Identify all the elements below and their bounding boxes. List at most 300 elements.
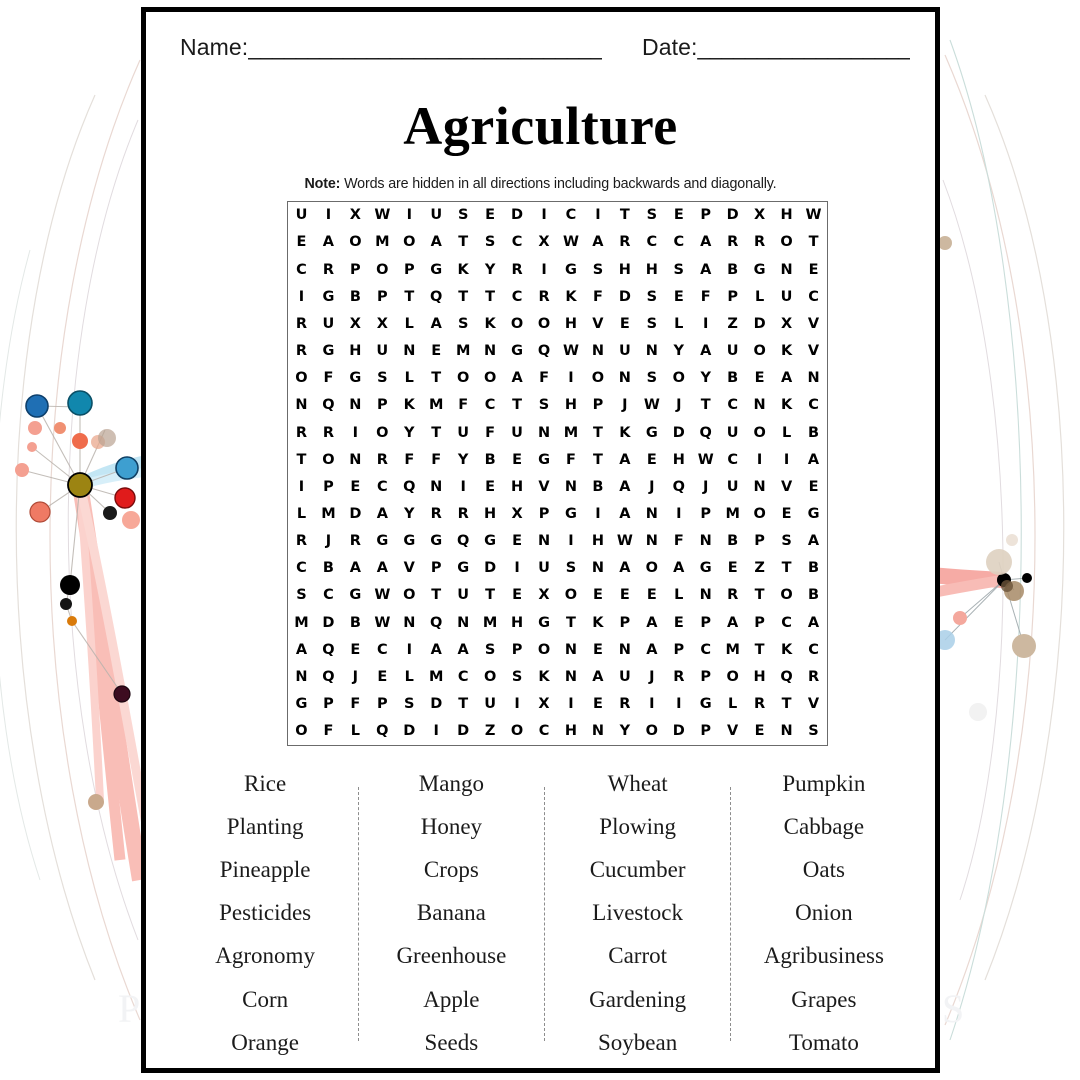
grid-cell-r1-c9[interactable]: D bbox=[511, 207, 524, 224]
grid-cell-r17-c7[interactable]: A bbox=[457, 641, 469, 658]
grid-cell-r1-c7[interactable]: S bbox=[457, 207, 469, 224]
grid-cell-r12-c8[interactable]: H bbox=[484, 505, 497, 522]
grid-cell-r7-c16[interactable]: Y bbox=[700, 370, 711, 387]
grid-cell-r5-c15[interactable]: L bbox=[674, 315, 684, 332]
word-item[interactable]: Soybean bbox=[598, 1029, 678, 1055]
grid-cell-r16-c3[interactable]: B bbox=[349, 614, 361, 631]
grid-cell-r17-c19[interactable]: K bbox=[780, 641, 793, 658]
word-item[interactable]: Banana bbox=[416, 900, 486, 926]
grid-cell-r10-c8[interactable]: B bbox=[484, 451, 496, 468]
grid-cell-r4-c14[interactable]: S bbox=[646, 288, 658, 305]
grid-cell-r7-c12[interactable]: O bbox=[591, 370, 605, 387]
grid-cell-r14-c16[interactable]: G bbox=[699, 560, 712, 577]
grid-cell-r3-c8[interactable]: Y bbox=[484, 261, 496, 278]
grid-cell-r6-c5[interactable]: N bbox=[403, 343, 416, 360]
word-item[interactable]: Apple bbox=[423, 986, 480, 1012]
grid-cell-r15-c14[interactable]: E bbox=[646, 587, 657, 604]
grid-cell-r14-c2[interactable]: B bbox=[322, 560, 334, 577]
grid-cell-r13-c3[interactable]: R bbox=[349, 533, 361, 550]
grid-cell-r3-c7[interactable]: K bbox=[457, 261, 469, 278]
grid-cell-r8-c13[interactable]: J bbox=[622, 397, 628, 414]
grid-cell-r7-c19[interactable]: A bbox=[780, 370, 793, 387]
grid-cell-r18-c18[interactable]: H bbox=[753, 668, 766, 685]
grid-cell-r14-c17[interactable]: E bbox=[727, 560, 738, 577]
grid-cell-r11-c8[interactable]: E bbox=[485, 478, 496, 495]
grid-cell-r9-c7[interactable]: U bbox=[457, 424, 470, 441]
grid-cell-r18-c19[interactable]: Q bbox=[780, 668, 793, 685]
grid-cell-r12-c5[interactable]: Y bbox=[404, 505, 415, 522]
grid-cell-r18-c14[interactable]: J bbox=[649, 668, 655, 685]
grid-cell-r1-c12[interactable]: I bbox=[595, 207, 601, 224]
grid-cell-r3-c15[interactable]: S bbox=[673, 261, 684, 278]
grid-cell-r17-c16[interactable]: C bbox=[700, 641, 712, 658]
word-item[interactable]: Orange bbox=[231, 1029, 299, 1055]
grid-cell-r1-c17[interactable]: D bbox=[726, 207, 739, 224]
word-item[interactable]: Pineapple bbox=[219, 857, 311, 883]
grid-cell-r3-c14[interactable]: H bbox=[645, 261, 658, 278]
grid-cell-r19-c11[interactable]: I bbox=[568, 696, 574, 713]
grid-cell-r19-c3[interactable]: F bbox=[350, 696, 361, 713]
grid-cell-r7-c3[interactable]: G bbox=[349, 370, 362, 387]
grid-cell-r20-c4[interactable]: Q bbox=[376, 723, 389, 740]
grid-cell-r17-c10[interactable]: O bbox=[537, 641, 551, 658]
grid-cell-r5-c8[interactable]: K bbox=[484, 315, 496, 332]
grid-cell-r10-c17[interactable]: C bbox=[727, 451, 738, 468]
grid-cell-r20-c3[interactable]: L bbox=[350, 723, 360, 740]
grid-cell-r14-c19[interactable]: T bbox=[781, 560, 792, 577]
grid-cell-r11-c12[interactable]: B bbox=[592, 478, 604, 495]
grid-cell-r17-c2[interactable]: Q bbox=[322, 641, 335, 658]
grid-cell-r6-c2[interactable]: G bbox=[322, 343, 335, 360]
grid-cell-r10-c11[interactable]: F bbox=[566, 451, 576, 468]
grid-cell-r6-c16[interactable]: A bbox=[700, 343, 712, 360]
grid-cell-r18-c15[interactable]: R bbox=[673, 668, 685, 685]
grid-cell-r8-c7[interactable]: F bbox=[458, 397, 469, 414]
grid-cell-r19-c10[interactable]: X bbox=[538, 696, 550, 713]
grid-cell-r18-c10[interactable]: K bbox=[538, 668, 550, 685]
grid-cell-r13-c1[interactable]: R bbox=[295, 533, 308, 550]
grid-cell-r9-c1[interactable]: R bbox=[295, 424, 308, 441]
word-item[interactable]: Agronomy bbox=[215, 943, 315, 969]
grid-cell-r7-c20[interactable]: N bbox=[807, 370, 820, 387]
grid-cell-r2-c15[interactable]: C bbox=[673, 234, 685, 251]
grid-cell-r10-c14[interactable]: E bbox=[646, 451, 657, 468]
grid-cell-r8-c9[interactable]: T bbox=[512, 397, 523, 414]
word-item[interactable]: Agribusiness bbox=[763, 943, 884, 969]
grid-cell-r7-c13[interactable]: N bbox=[618, 370, 631, 387]
grid-cell-r16-c6[interactable]: Q bbox=[430, 614, 443, 631]
grid-cell-r13-c7[interactable]: Q bbox=[457, 533, 470, 550]
grid-cell-r7-c11[interactable]: I bbox=[568, 370, 574, 387]
grid-cell-r20-c6[interactable]: I bbox=[433, 723, 439, 740]
grid-cell-r7-c15[interactable]: O bbox=[672, 370, 685, 387]
grid-cell-r18-c5[interactable]: L bbox=[404, 668, 414, 685]
grid-cell-r19-c13[interactable]: R bbox=[619, 696, 631, 713]
grid-cell-r19-c14[interactable]: I bbox=[649, 696, 655, 713]
grid-cell-r13-c19[interactable]: S bbox=[781, 533, 792, 550]
grid-cell-r12-c6[interactable]: R bbox=[430, 505, 442, 522]
grid-cell-r15-c17[interactable]: R bbox=[727, 587, 739, 604]
grid-cell-r18-c4[interactable]: E bbox=[377, 668, 388, 685]
grid-cell-r12-c10[interactable]: P bbox=[538, 505, 550, 522]
grid-cell-r2-c11[interactable]: W bbox=[562, 234, 579, 251]
grid-cell-r12-c20[interactable]: G bbox=[807, 505, 820, 522]
grid-cell-r15-c3[interactable]: G bbox=[349, 587, 362, 604]
grid-cell-r5-c13[interactable]: E bbox=[619, 315, 630, 332]
grid-cell-r19-c6[interactable]: D bbox=[430, 696, 443, 713]
grid-cell-r18-c6[interactable]: M bbox=[429, 668, 444, 685]
grid-cell-r10-c5[interactable]: F bbox=[404, 451, 415, 468]
grid-cell-r4-c11[interactable]: K bbox=[565, 288, 577, 305]
grid-cell-r19-c4[interactable]: P bbox=[377, 696, 388, 713]
grid-cell-r4-c7[interactable]: T bbox=[458, 288, 469, 305]
grid-cell-r1-c3[interactable]: X bbox=[349, 207, 361, 224]
grid-cell-r17-c18[interactable]: T bbox=[754, 641, 765, 658]
grid-cell-r15-c15[interactable]: L bbox=[674, 587, 684, 604]
grid-cell-r4-c9[interactable]: C bbox=[511, 288, 523, 305]
grid-cell-r17-c4[interactable]: C bbox=[376, 641, 388, 658]
grid-cell-r4-c5[interactable]: T bbox=[404, 288, 415, 305]
grid-cell-r6-c14[interactable]: N bbox=[645, 343, 658, 360]
grid-cell-r12-c13[interactable]: A bbox=[619, 505, 631, 522]
grid-cell-r3-c4[interactable]: O bbox=[376, 261, 389, 278]
grid-cell-r11-c18[interactable]: N bbox=[753, 478, 766, 495]
grid-cell-r18-c16[interactable]: P bbox=[700, 668, 712, 685]
grid-cell-r9-c19[interactable]: L bbox=[781, 424, 792, 441]
grid-cell-r13-c2[interactable]: J bbox=[325, 533, 332, 550]
grid-cell-r15-c2[interactable]: C bbox=[323, 587, 334, 604]
grid-cell-r8-c1[interactable]: N bbox=[295, 397, 308, 414]
grid-cell-r8-c18[interactable]: N bbox=[753, 397, 766, 414]
grid-cell-r1-c11[interactable]: C bbox=[565, 207, 577, 224]
grid-cell-r5-c1[interactable]: R bbox=[295, 315, 308, 332]
grid-cell-r12-c12[interactable]: I bbox=[595, 505, 601, 522]
grid-cell-r1-c13[interactable]: T bbox=[619, 207, 630, 224]
word-item[interactable]: Pumpkin bbox=[782, 771, 866, 796]
word-item[interactable]: Mango bbox=[418, 771, 484, 796]
grid-cell-r15-c10[interactable]: X bbox=[538, 587, 550, 604]
grid-cell-r19-c18[interactable]: R bbox=[754, 696, 766, 713]
date-field-group[interactable] bbox=[642, 34, 910, 61]
grid-cell-r16-c4[interactable]: W bbox=[374, 614, 391, 631]
grid-cell-r7-c4[interactable]: S bbox=[377, 370, 388, 387]
grid-cell-r8-c6[interactable]: M bbox=[429, 397, 444, 414]
grid-cell-r16-c20[interactable]: A bbox=[807, 614, 820, 631]
grid-cell-r9-c6[interactable]: T bbox=[431, 424, 442, 441]
grid-cell-r8-c19[interactable]: K bbox=[780, 397, 793, 414]
grid-cell-r8-c2[interactable]: Q bbox=[322, 397, 335, 414]
grid-cell-r18-c17[interactable]: O bbox=[726, 668, 739, 685]
grid-cell-r10-c4[interactable]: R bbox=[376, 451, 388, 468]
grid-cell-r17-c20[interactable]: C bbox=[808, 641, 819, 658]
grid-cell-r7-c6[interactable]: T bbox=[431, 370, 442, 387]
grid-cell-r13-c14[interactable]: N bbox=[645, 533, 658, 550]
grid-cell-r3-c10[interactable]: I bbox=[541, 261, 547, 278]
grid-cell-r15-c8[interactable]: T bbox=[485, 587, 496, 604]
grid-cell-r1-c19[interactable]: H bbox=[780, 207, 793, 224]
grid-cell-r20-c11[interactable]: H bbox=[564, 723, 578, 740]
grid-cell-r20-c12[interactable]: N bbox=[591, 723, 604, 740]
grid-cell-r11-c6[interactable]: N bbox=[430, 478, 443, 495]
grid-cell-r14-c10[interactable]: U bbox=[538, 560, 550, 577]
grid-cell-r11-c7[interactable]: I bbox=[460, 478, 466, 495]
grid-cell-r3-c13[interactable]: H bbox=[618, 261, 631, 278]
grid-cell-r8-c3[interactable]: N bbox=[349, 397, 362, 414]
grid-cell-r2-c3[interactable]: O bbox=[349, 234, 362, 251]
word-item[interactable]: Seeds bbox=[424, 1029, 479, 1055]
grid-cell-r19-c8[interactable]: U bbox=[484, 696, 496, 713]
grid-cell-r18-c12[interactable]: A bbox=[592, 668, 604, 685]
grid-cell-r9-c15[interactable]: D bbox=[672, 424, 685, 441]
grid-cell-r6-c4[interactable]: U bbox=[376, 343, 389, 360]
grid-cell-r8-c12[interactable]: P bbox=[592, 397, 604, 414]
grid-cell-r11-c10[interactable]: V bbox=[538, 478, 550, 495]
grid-cell-r8-c17[interactable]: C bbox=[727, 397, 738, 414]
grid-cell-r20-c1[interactable]: O bbox=[295, 723, 308, 740]
grid-cell-r16-c2[interactable]: D bbox=[322, 614, 335, 631]
grid-cell-r14-c12[interactable]: N bbox=[591, 560, 604, 577]
grid-cell-r4-c2[interactable]: G bbox=[322, 288, 335, 305]
grid-cell-r16-c10[interactable]: G bbox=[538, 614, 550, 631]
word-item[interactable]: Cabbage bbox=[783, 814, 865, 840]
grid-cell-r17-c12[interactable]: E bbox=[592, 641, 603, 658]
grid-cell-r7-c10[interactable]: F bbox=[539, 370, 549, 387]
grid-cell-r11-c2[interactable]: P bbox=[323, 478, 334, 495]
grid-cell-r6-c8[interactable]: N bbox=[484, 343, 497, 360]
grid-cell-r2-c9[interactable]: C bbox=[511, 234, 523, 251]
grid-cell-r19-c7[interactable]: T bbox=[458, 696, 469, 713]
grid-cell-r6-c12[interactable]: N bbox=[591, 343, 604, 360]
grid-cell-r5-c10[interactable]: O bbox=[537, 315, 551, 332]
grid-cell-r2-c17[interactable]: R bbox=[727, 234, 739, 251]
grid-cell-r5-c5[interactable]: L bbox=[404, 315, 414, 332]
grid-cell-r2-c13[interactable]: R bbox=[619, 234, 631, 251]
grid-cell-r8-c14[interactable]: W bbox=[643, 397, 660, 414]
grid-cell-r3-c16[interactable]: A bbox=[700, 261, 712, 278]
grid-cell-r9-c13[interactable]: K bbox=[619, 424, 631, 441]
grid-cell-r10-c20[interactable]: A bbox=[807, 451, 820, 468]
grid-cell-r20-c20[interactable]: S bbox=[808, 723, 819, 740]
grid-cell-r15-c1[interactable]: S bbox=[296, 587, 307, 604]
grid-cell-r8-c4[interactable]: P bbox=[377, 397, 388, 414]
grid-cell-r6-c15[interactable]: Y bbox=[673, 343, 685, 360]
grid-cell-r15-c4[interactable]: W bbox=[374, 587, 391, 604]
grid-cell-r13-c4[interactable]: G bbox=[376, 533, 389, 550]
grid-cell-r4-c3[interactable]: B bbox=[349, 288, 361, 305]
grid-cell-r8-c5[interactable]: K bbox=[403, 397, 415, 414]
grid-cell-r2-c1[interactable]: E bbox=[296, 234, 307, 251]
grid-cell-r7-c2[interactable]: F bbox=[323, 370, 334, 387]
grid-cell-r14-c11[interactable]: S bbox=[565, 560, 577, 577]
grid-cell-r17-c14[interactable]: A bbox=[646, 641, 658, 658]
grid-cell-r16-c9[interactable]: H bbox=[511, 614, 524, 631]
grid-cell-r3-c18[interactable]: G bbox=[753, 261, 766, 278]
grid-cell-r4-c13[interactable]: D bbox=[618, 288, 631, 305]
grid-cell-r10-c12[interactable]: T bbox=[592, 451, 603, 468]
grid-cell-r15-c9[interactable]: E bbox=[512, 587, 523, 604]
grid-cell-r17-c6[interactable]: A bbox=[430, 641, 442, 658]
grid-cell-r5-c14[interactable]: S bbox=[646, 315, 658, 332]
grid-cell-r9-c17[interactable]: U bbox=[726, 424, 739, 441]
grid-cell-r12-c4[interactable]: A bbox=[376, 505, 388, 522]
grid-cell-r2-c7[interactable]: T bbox=[458, 234, 469, 251]
grid-cell-r15-c16[interactable]: N bbox=[699, 587, 712, 604]
grid-cell-r2-c20[interactable]: T bbox=[808, 234, 819, 251]
grid-cell-r11-c3[interactable]: E bbox=[350, 478, 361, 495]
grid-cell-r12-c17[interactable]: M bbox=[725, 505, 740, 522]
grid-cell-r18-c2[interactable]: Q bbox=[322, 668, 335, 685]
grid-cell-r5-c3[interactable]: X bbox=[349, 315, 361, 332]
grid-cell-r20-c7[interactable]: D bbox=[457, 723, 470, 740]
grid-cell-r19-c1[interactable]: G bbox=[295, 696, 308, 713]
grid-cell-r20-c14[interactable]: O bbox=[645, 723, 658, 740]
word-item[interactable]: Greenhouse bbox=[396, 943, 507, 969]
grid-cell-r17-c17[interactable]: M bbox=[725, 641, 740, 658]
grid-cell-r13-c9[interactable]: E bbox=[512, 533, 523, 550]
grid-cell-r20-c15[interactable]: D bbox=[672, 723, 685, 740]
grid-cell-r2-c18[interactable]: R bbox=[754, 234, 766, 251]
grid-cell-r12-c2[interactable]: M bbox=[321, 505, 336, 522]
grid-cell-r6-c13[interactable]: U bbox=[618, 343, 631, 360]
grid-cell-r17-c5[interactable]: I bbox=[406, 641, 412, 658]
word-item[interactable]: Oats bbox=[802, 857, 845, 883]
grid-cell-r11-c17[interactable]: U bbox=[726, 478, 739, 495]
grid-cell-r9-c20[interactable]: B bbox=[807, 424, 820, 441]
grid-cell-r1-c14[interactable]: S bbox=[646, 207, 658, 224]
word-item[interactable]: Rice bbox=[244, 771, 287, 796]
grid-cell-r2-c8[interactable]: S bbox=[484, 234, 496, 251]
grid-cell-r9-c12[interactable]: T bbox=[592, 424, 603, 441]
grid-cell-r16-c7[interactable]: N bbox=[457, 614, 470, 631]
grid-cell-r3-c11[interactable]: G bbox=[565, 261, 577, 278]
grid-cell-r5-c11[interactable]: H bbox=[564, 315, 578, 332]
grid-cell-r6-c3[interactable]: H bbox=[349, 343, 362, 360]
grid-cell-r7-c17[interactable]: B bbox=[727, 370, 739, 387]
word-item[interactable]: Tomato bbox=[788, 1029, 859, 1055]
grid-cell-r11-c11[interactable]: N bbox=[564, 478, 578, 495]
grid-cell-r14-c7[interactable]: G bbox=[457, 560, 470, 577]
grid-cell-r2-c6[interactable]: A bbox=[430, 234, 442, 251]
word-item[interactable]: Wheat bbox=[607, 771, 668, 796]
grid-cell-r1-c5[interactable]: I bbox=[406, 207, 412, 224]
grid-cell-r18-c3[interactable]: J bbox=[352, 668, 359, 685]
grid-cell-r13-c11[interactable]: I bbox=[568, 533, 574, 550]
grid-cell-r9-c5[interactable]: Y bbox=[404, 424, 415, 441]
grid-cell-r11-c5[interactable]: Q bbox=[403, 478, 416, 495]
grid-cell-r18-c8[interactable]: O bbox=[483, 668, 497, 685]
grid-cell-r4-c1[interactable]: I bbox=[298, 288, 305, 305]
grid-cell-r15-c6[interactable]: T bbox=[431, 587, 442, 604]
word-item[interactable]: Honey bbox=[420, 814, 483, 840]
grid-cell-r14-c18[interactable]: Z bbox=[754, 560, 765, 577]
name-field-group[interactable] bbox=[180, 34, 602, 61]
grid-cell-r18-c13[interactable]: U bbox=[618, 668, 631, 685]
grid-cell-r3-c9[interactable]: R bbox=[511, 261, 523, 278]
grid-cell-r19-c15[interactable]: I bbox=[676, 696, 682, 713]
grid-cell-r10-c9[interactable]: E bbox=[512, 451, 523, 468]
grid-cell-r19-c17[interactable]: L bbox=[728, 696, 738, 713]
grid-cell-r5-c19[interactable]: X bbox=[780, 315, 793, 332]
grid-cell-r1-c1[interactable]: U bbox=[295, 207, 308, 224]
grid-cell-r4-c17[interactable]: P bbox=[727, 288, 738, 305]
grid-cell-r5-c9[interactable]: O bbox=[510, 315, 524, 332]
grid-cell-r5-c2[interactable]: U bbox=[322, 315, 335, 332]
grid-cell-r14-c13[interactable]: A bbox=[619, 560, 631, 577]
grid-cell-r11-c1[interactable]: I bbox=[298, 478, 305, 495]
grid-cell-r20-c8[interactable]: Z bbox=[484, 723, 496, 740]
grid-cell-r17-c1[interactable]: A bbox=[295, 641, 308, 658]
grid-cell-r10-c15[interactable]: H bbox=[672, 451, 685, 468]
grid-cell-r3-c6[interactable]: G bbox=[430, 261, 443, 278]
grid-cell-r2-c16[interactable]: A bbox=[700, 234, 712, 251]
grid-cell-r17-c3[interactable]: E bbox=[350, 641, 361, 658]
grid-cell-r20-c5[interactable]: D bbox=[403, 723, 416, 740]
grid-cell-r13-c20[interactable]: A bbox=[807, 533, 820, 550]
grid-cell-r11-c14[interactable]: J bbox=[649, 478, 655, 495]
word-item[interactable]: Crops bbox=[423, 857, 479, 883]
grid-cell-r8-c11[interactable]: H bbox=[564, 397, 578, 414]
grid-cell-r3-c20[interactable]: E bbox=[808, 261, 819, 278]
grid-cell-r7-c9[interactable]: A bbox=[511, 370, 523, 387]
grid-cell-r13-c6[interactable]: G bbox=[430, 533, 443, 550]
grid-cell-r3-c17[interactable]: B bbox=[727, 261, 739, 278]
grid-cell-r16-c12[interactable]: K bbox=[592, 614, 604, 631]
grid-cell-r14-c20[interactable]: B bbox=[807, 560, 820, 577]
grid-cell-r2-c14[interactable]: C bbox=[646, 234, 658, 251]
grid-cell-r1-c10[interactable]: I bbox=[541, 207, 547, 224]
grid-cell-r6-c6[interactable]: E bbox=[431, 343, 442, 360]
grid-cell-r15-c20[interactable]: B bbox=[807, 587, 820, 604]
grid-cell-r4-c16[interactable]: F bbox=[700, 288, 711, 305]
grid-cell-r19-c2[interactable]: P bbox=[323, 696, 334, 713]
grid-cell-r17-c13[interactable]: N bbox=[618, 641, 631, 658]
grid-cell-r15-c11[interactable]: O bbox=[564, 587, 578, 604]
grid-cell-r12-c19[interactable]: E bbox=[781, 505, 792, 522]
grid-cell-r13-c5[interactable]: G bbox=[403, 533, 416, 550]
grid-cell-r16-c1[interactable]: M bbox=[294, 614, 309, 631]
grid-cell-r9-c2[interactable]: R bbox=[322, 424, 334, 441]
name-write-line[interactable]: ______________________________ bbox=[248, 34, 602, 60]
grid-cell-r2-c2[interactable]: A bbox=[322, 234, 335, 251]
grid-cell-r12-c18[interactable]: O bbox=[753, 505, 766, 522]
grid-cell-r12-c7[interactable]: R bbox=[457, 505, 469, 522]
grid-cell-r1-c15[interactable]: E bbox=[673, 207, 684, 224]
grid-cell-r13-c17[interactable]: B bbox=[727, 533, 739, 550]
grid-cell-r14-c9[interactable]: I bbox=[514, 560, 520, 577]
grid-cell-r9-c9[interactable]: U bbox=[511, 424, 523, 441]
grid-cell-r19-c5[interactable]: S bbox=[404, 696, 415, 713]
grid-cell-r10-c19[interactable]: I bbox=[783, 451, 790, 468]
word-item[interactable]: Livestock bbox=[592, 900, 683, 926]
grid-cell-r3-c19[interactable]: N bbox=[780, 261, 793, 278]
grid-cell-r18-c11[interactable]: N bbox=[564, 668, 578, 685]
grid-cell-r8-c20[interactable]: C bbox=[808, 397, 819, 414]
grid-cell-r7-c1[interactable]: O bbox=[295, 370, 308, 387]
grid-cell-r13-c15[interactable]: F bbox=[673, 533, 684, 550]
grid-cell-r18-c7[interactable]: C bbox=[457, 668, 469, 685]
grid-cell-r12-c14[interactable]: N bbox=[645, 505, 658, 522]
grid-cell-r15-c18[interactable]: T bbox=[754, 587, 765, 604]
grid-cell-r17-c8[interactable]: S bbox=[484, 641, 496, 658]
grid-cell-r20-c16[interactable]: P bbox=[700, 723, 712, 740]
grid-cell-r20-c9[interactable]: O bbox=[510, 723, 524, 740]
grid-cell-r5-c6[interactable]: A bbox=[430, 315, 442, 332]
grid-cell-r9-c10[interactable]: N bbox=[537, 424, 551, 441]
grid-cell-r18-c20[interactable]: R bbox=[807, 668, 820, 685]
grid-cell-r4-c20[interactable]: C bbox=[808, 288, 819, 305]
grid-cell-r11-c20[interactable]: E bbox=[808, 478, 819, 495]
grid-cell-r6-c19[interactable]: K bbox=[780, 343, 793, 360]
